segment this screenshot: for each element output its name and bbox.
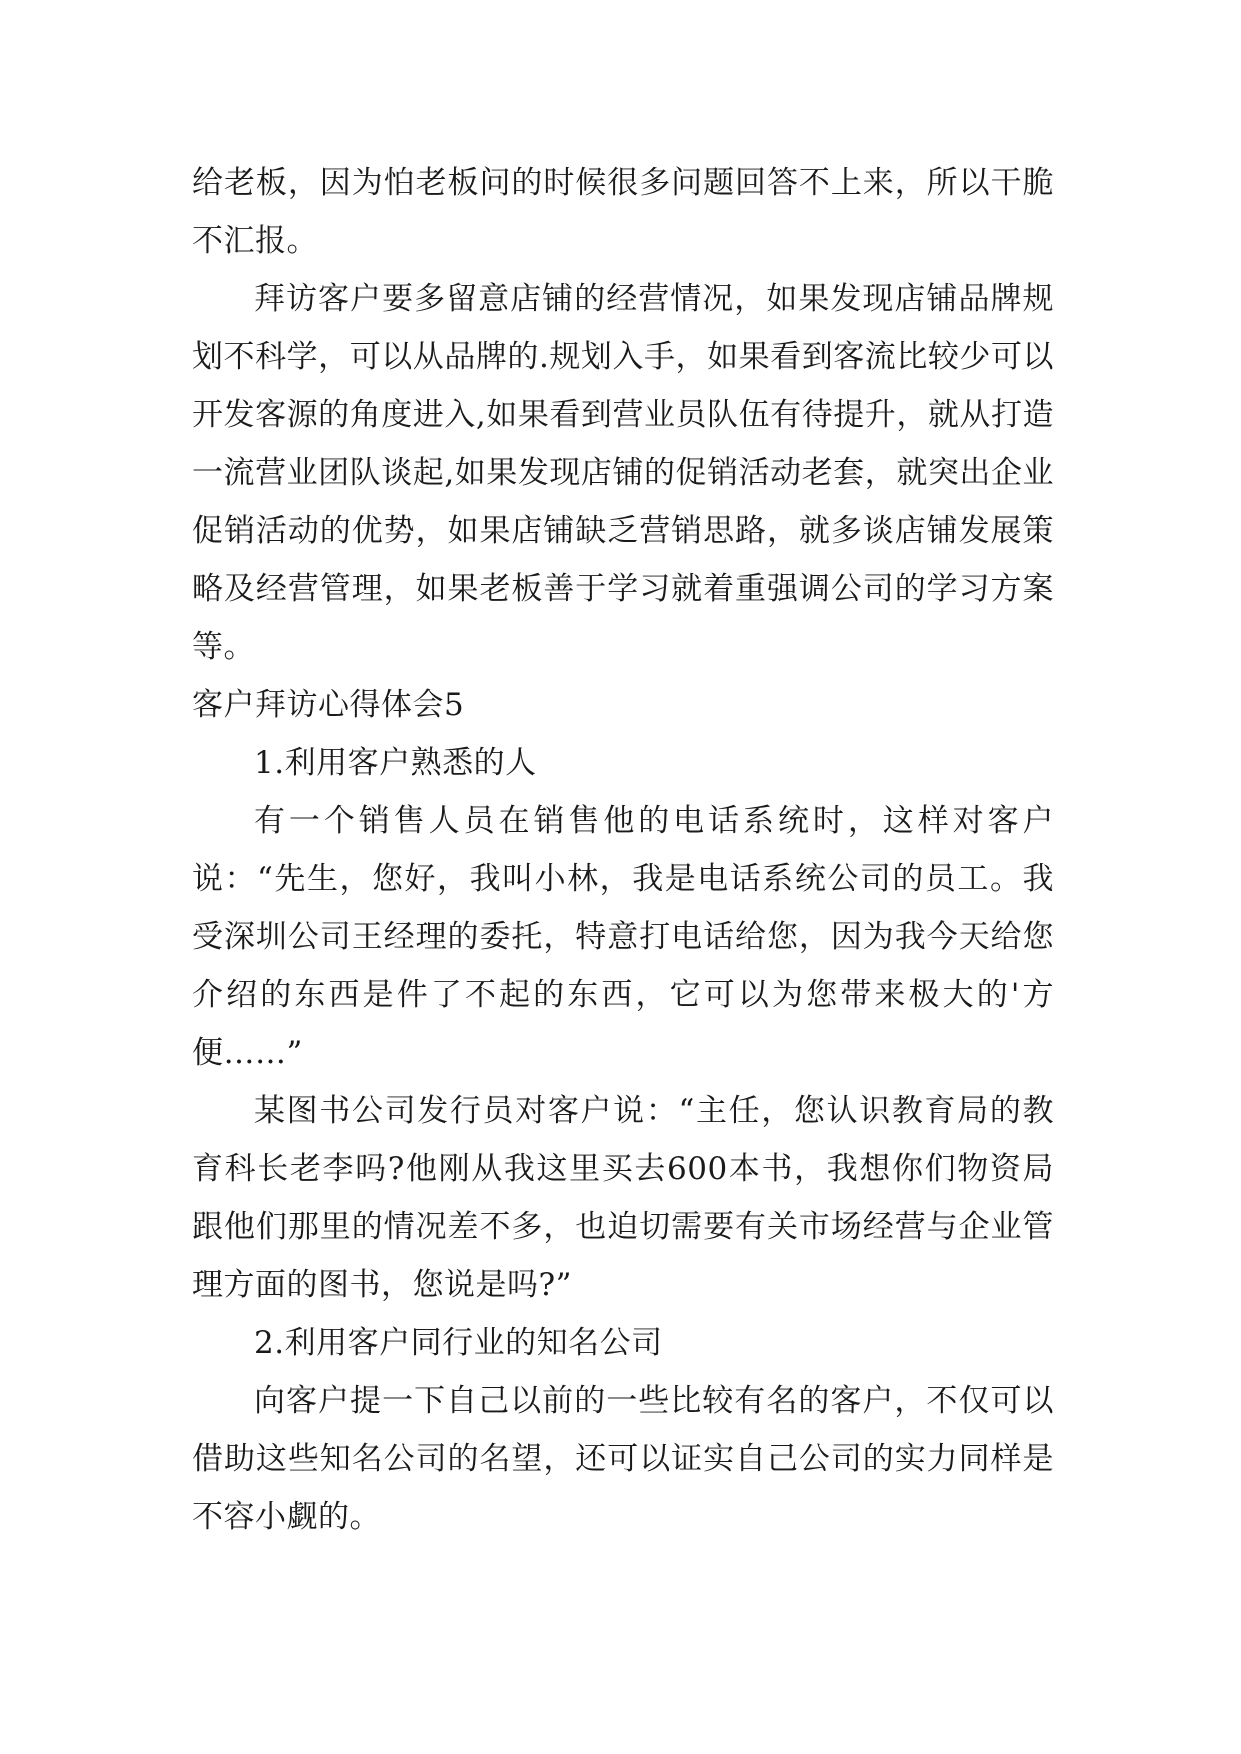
section-heading: 客户拜访心得体会5 bbox=[192, 687, 465, 723]
subheading-familiar-people: 1.利用客户熟悉的人 bbox=[254, 745, 537, 781]
paragraph-phone-sales-example: 有一个销售人员在销售他的电话系统时，这样对客户说：“先生，您好，我叫小林，我是电话系统公司的员工。我受深圳公司王经理的委托，特意打电话给您，因为我今天给您介绍的东西是件了不起的东西，它可以为您带来极大的'方便……” bbox=[192, 803, 1054, 1071]
paragraph-continuation: 给老板，因为怕老板问的时候很多问题回答不上来，所以干脆不汇报。 bbox=[192, 165, 1054, 259]
document-body bbox=[192, 154, 1054, 1546]
paragraph-book-sales-example: 某图书公司发行员对客户说：“主任，您认识教育局的教育科长老李吗?他刚从我这里买去600本书，我想你们物资局跟他们那里的情况差不多，也迫切需要有关市场经营与企业管理方面的图书，您说是吗?” bbox=[192, 1093, 1054, 1303]
paragraph-known-clients: 向客户提一下自己以前的一些比较有名的客户，不仅可以借助这些知名公司的名望，还可以证实自己公司的实力同样是不容小觑的。 bbox=[192, 1383, 1054, 1535]
paragraph-store-visit-advice: 拜访客户要多留意店铺的经营情况，如果发现店铺品牌规划不科学，可以从品牌的.规划入手，如果看到客流比较少可以开发客源的角度进入,如果看到营业员队伍有待提升，就从打造一流营业团队谈起,如果发现店铺的促销活动老套，就突出企业促销活动的优势，如果店铺缺乏营销思路，就多谈店铺发展策略及经营管理，如果老板善于学习就着重强调公司的学习方案等。 bbox=[192, 281, 1054, 665]
subheading-known-companies: 2.利用客户同行业的知名公司 bbox=[254, 1325, 663, 1361]
